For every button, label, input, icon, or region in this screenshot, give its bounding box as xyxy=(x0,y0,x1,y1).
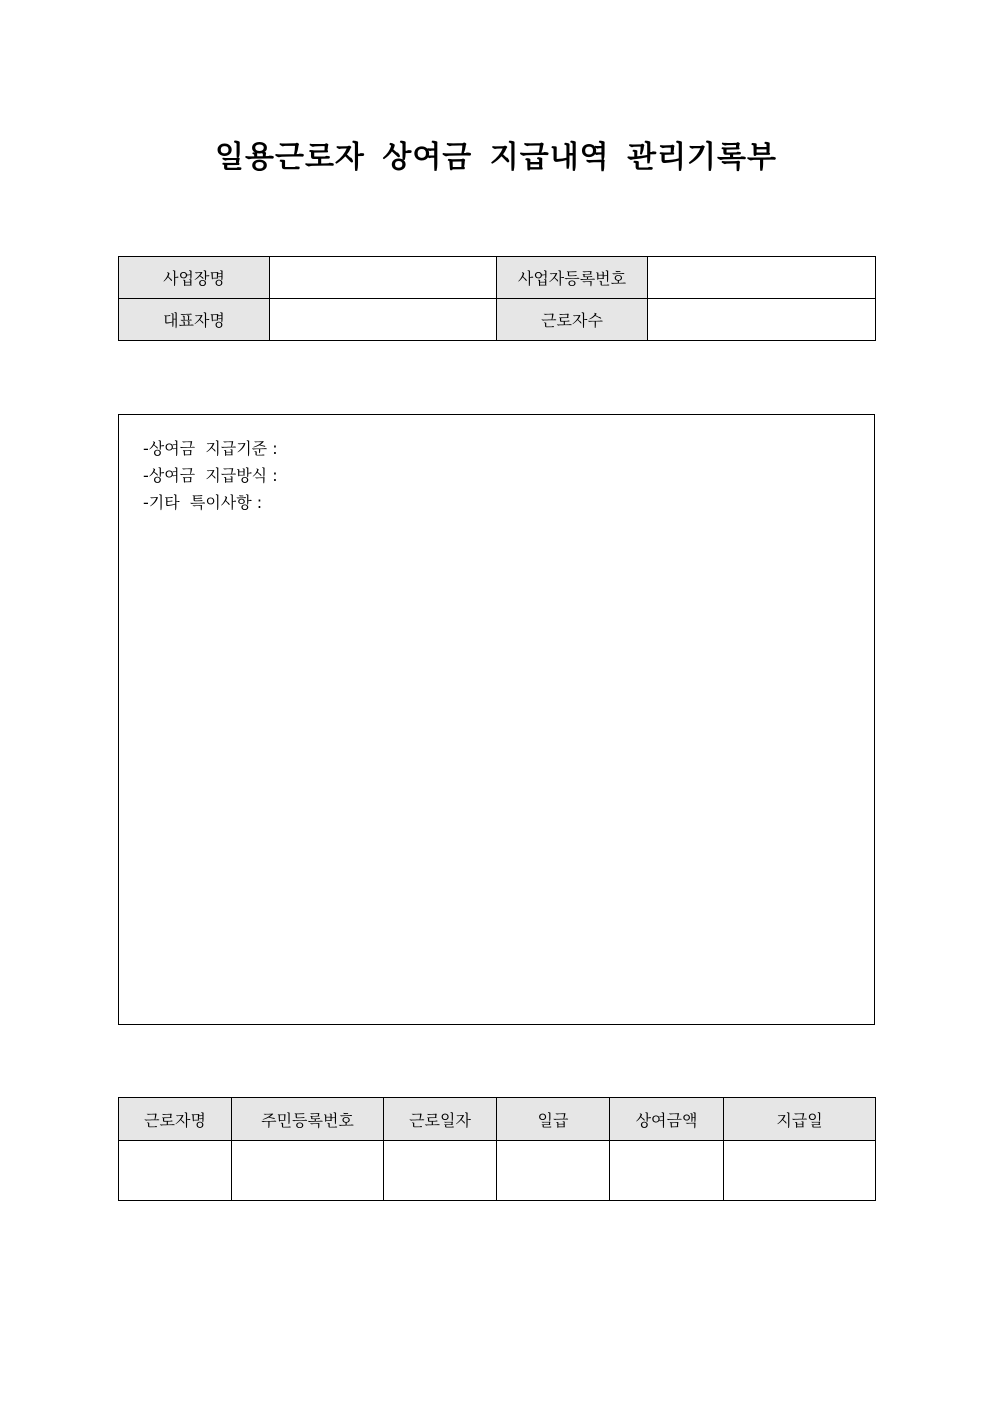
bonus-list-table xyxy=(118,1097,876,1201)
business-name-label: 사업장명 xyxy=(119,257,270,299)
reg-number-label: 사업자등록번호 xyxy=(497,257,648,299)
info-row-1 xyxy=(119,257,876,299)
header-worker-name: 근로자명 xyxy=(119,1098,232,1141)
bonus-method-line: -상여금 지급방식 : xyxy=(143,466,278,485)
bonus-criteria-line: -상여금 지급기준 : xyxy=(143,439,278,458)
document-title: 일용근로자 상여금 지급내역 관리기록부 xyxy=(215,140,777,175)
header-work-date: 근로일자 xyxy=(384,1098,497,1141)
info-row-2 xyxy=(119,299,876,341)
representative-label: 대표자명 xyxy=(119,299,270,341)
worker-count-field[interactable] xyxy=(648,299,876,341)
header-resident-number: 주민등록번호 xyxy=(232,1098,384,1141)
header-payment-date: 지급일 xyxy=(724,1098,876,1141)
notes-lines xyxy=(143,435,278,516)
other-remarks-line: -기타 특이사항 : xyxy=(143,493,263,512)
table-row xyxy=(119,1141,876,1201)
business-info-table xyxy=(118,256,876,341)
header-bonus-amount: 상여금액 xyxy=(610,1098,724,1141)
cell-worker-name[interactable] xyxy=(119,1141,232,1201)
cell-daily-wage[interactable] xyxy=(497,1141,610,1201)
representative-field[interactable] xyxy=(270,299,497,341)
reg-number-field[interactable] xyxy=(648,257,876,299)
cell-resident-number[interactable] xyxy=(232,1141,384,1201)
notes-box[interactable] xyxy=(118,414,875,1025)
cell-bonus-amount[interactable] xyxy=(610,1141,724,1201)
business-name-field[interactable] xyxy=(270,257,497,299)
cell-payment-date[interactable] xyxy=(724,1141,876,1201)
worker-count-label: 근로자수 xyxy=(497,299,648,341)
cell-work-date[interactable] xyxy=(384,1141,497,1201)
list-header-row xyxy=(119,1098,876,1141)
header-daily-wage: 일급 xyxy=(497,1098,610,1141)
